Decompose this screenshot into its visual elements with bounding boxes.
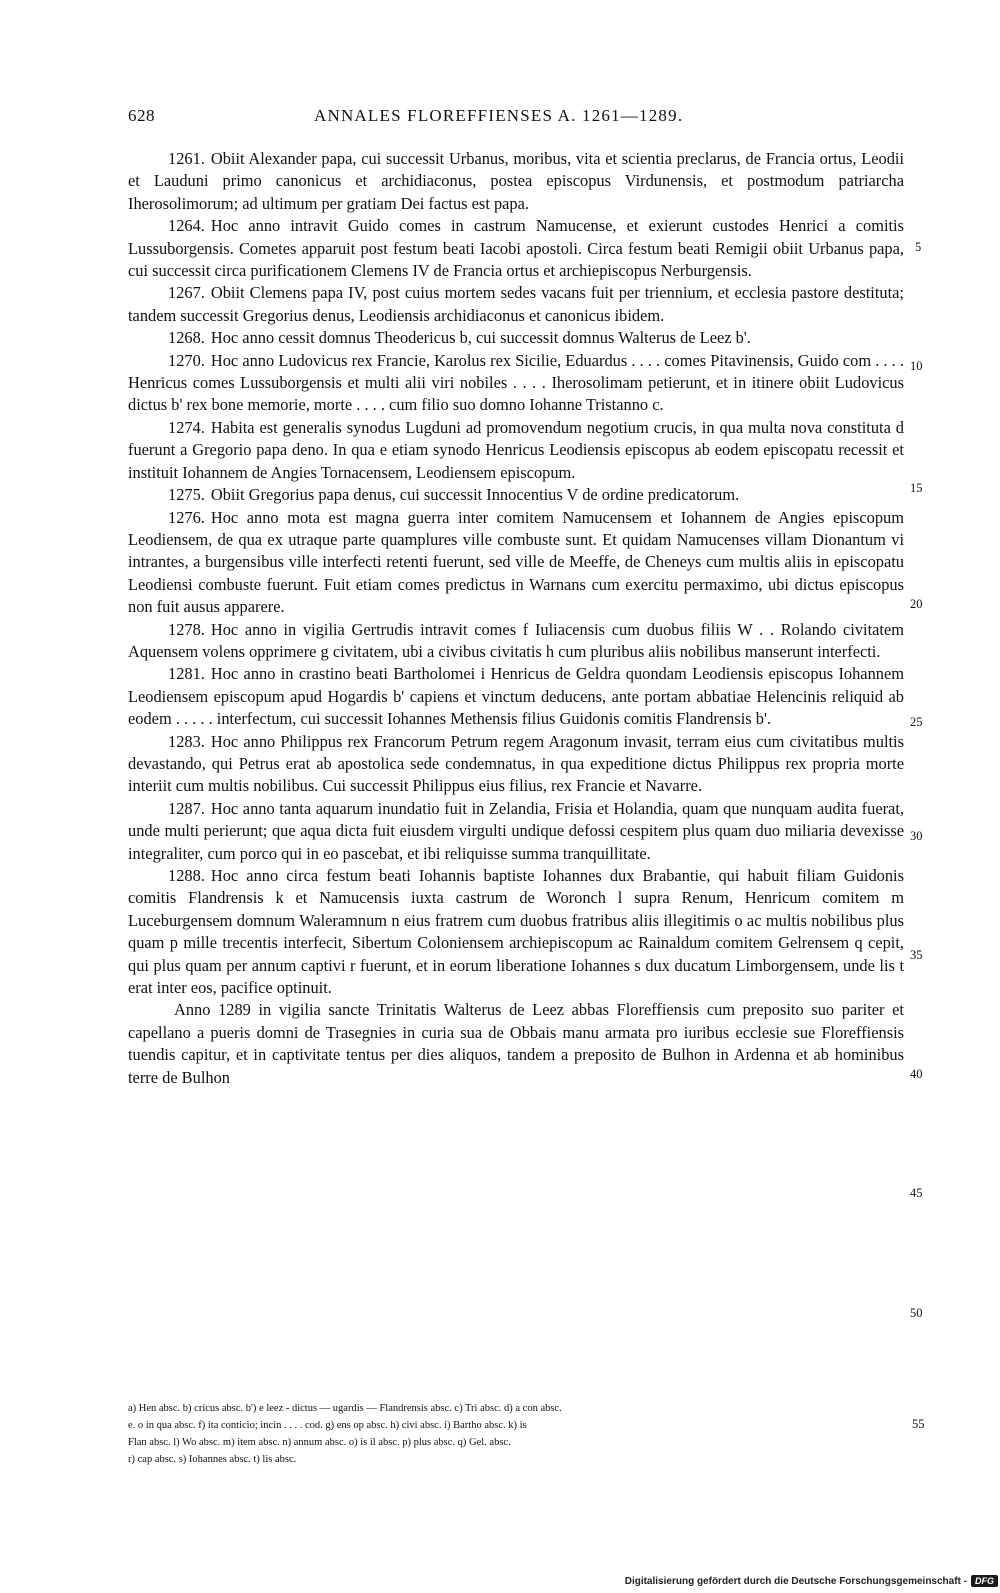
- entry-year: 1274.: [168, 417, 205, 437]
- entry-1283: [128, 731, 904, 798]
- running-head: [128, 106, 908, 130]
- funding-note: [596, 1572, 1000, 1590]
- footnotes: [128, 1400, 908, 1468]
- entry-1268: [128, 327, 904, 349]
- entry-1261: [128, 148, 904, 215]
- line-number: 35: [910, 948, 923, 962]
- line-number: 5: [915, 240, 922, 254]
- line-number: 20: [910, 597, 923, 611]
- line-number: 30: [910, 829, 923, 843]
- annals-text: [128, 148, 904, 1089]
- line-number: 55: [912, 1417, 925, 1431]
- funding-note-text: Digitalisierung gefördert durch die Deutsche Forschungsgemeinschaft -: [624, 1575, 967, 1587]
- footnote-line: r) cap absc. s) Iohannes absc. t) lis absc.: [128, 1454, 297, 1465]
- entry-year: 1288.: [168, 866, 205, 885]
- entry-year: 1276.: [168, 507, 205, 527]
- entry-text: Obiit Gregorius papa denus, cui successit Innocentius V de ordine predicatorum.: [210, 485, 740, 505]
- entry-1264: [128, 215, 904, 282]
- entry-1289: [128, 999, 904, 1089]
- entry-year: 1268.: [168, 328, 205, 348]
- entry-text: Hoc anno Ludovicus rex Francie, Karolus rex Sicilie, Eduardus . . . . comes Pitavinensis, Guido com . . . . Henricus comes Lussuborgensis et multi alii viri nobiles . . . . Iherosolimam petierunt, et in itinere obiit Ludovicus dictus b' rex bone memorie, morte . . . . cum filio suo domno Iohanne Tristanno c.: [128, 350, 904, 415]
- entry-text: Hoc anno intravit Guido comes in castrum Namucense, et exierunt custodes Henrici a comitis Lussuborgensis. Cometes apparuit post festum beati Iacobi apostoli. Circa festum beati Remigii obiit Urbanus papa, cui successit circa purificationem Clemens IV de Francia ortus et archiepiscopus Nerburgensis.: [128, 216, 904, 281]
- entry-year: 1287.: [168, 798, 205, 818]
- entry-1278: [128, 619, 904, 664]
- entry-year: 1278.: [168, 619, 205, 639]
- entry-1288: [128, 865, 904, 999]
- entry-text: Hoc anno cessit domnus Theodericus b, cui successit domnus Walterus de Leez b'.: [210, 328, 751, 348]
- entry-text: Hoc anno in vigilia Gertrudis intravit comes f Iuliacensis cum duobus filiis W . . Rolando civitatem Aquensem volens opprimere g civitatem, ubi a civibus civitatis h cum pluribus aliis nobilibus manserunt interfecti.: [128, 619, 904, 661]
- line-number: 25: [910, 715, 923, 729]
- line-number: 45: [910, 1186, 923, 1200]
- entry-text: Hoc anno circa festum beati Iohannis baptiste Iohannes dux Brabantie, qui habuit filiam Guidonis comitis Flandrensis k et Namucensis iuxta castrum de Woronch l supra Renum, Henricum comitem m Luceburgensem domnum Waleramnum n eius fratrem cum duobus fratribus aliis illegitimis o ac multis nobilibus plus quam p mille trecentis interfecit, Sibertum Coloniensem archiepiscopum ac Rainaldum comitem Gelrensem q cepit, qui plus quam per annum captivi r fuerunt, et in eorum liberatione Iohannes s dux ducatum Limborgensem, unde lis t erat inter eos, pacifice optinuit.: [128, 866, 904, 998]
- entry-1281: [128, 663, 904, 730]
- entry-1270: [128, 350, 904, 417]
- entry-year: 1267.: [168, 283, 205, 303]
- line-number: 10: [910, 359, 923, 373]
- footnote-line: e. o in qua absc. f) ita conticio; incin . . . . cod. g) ens op absc. h) civi absc. i) Bartho absc. k) is: [128, 1420, 527, 1431]
- entry-year: 1261.: [168, 149, 205, 168]
- line-number: 50: [910, 1306, 923, 1320]
- entry-1267: [128, 282, 904, 327]
- entry-year: 1281.: [168, 664, 205, 684]
- entry-1287: [128, 798, 904, 865]
- entry-year: 1264.: [168, 216, 205, 236]
- page-title: ANNALES FLOREFFIENSES A. 1261—1289.: [314, 106, 684, 125]
- entry-text: Habita est generalis synodus Lugduni ad promovendum negotium crucis, in qua multa nova constituta d fuerunt a Gregorio papa deno. In qua e etiam synodo Henricus Leodiensis episcopus ab eodem episcopatu recessit et instituit Iohannem de Angies Tornacensem, Leodiensem episcopum.: [128, 417, 904, 482]
- entry-text: Hoc anno in crastino beati Bartholomei i Henricus de Geldra quondam Leodiensis episcopus Iohannem Leodiensem episcopum apud Hogardis b' capiens et vinctum deducens, ante portam abbatiae Helencinis reliquid ab eodem . . . . . interfectum, cui successit Iohannes Methensis filius Guidonis comitis Flandrensis b'.: [128, 664, 904, 729]
- entry-year: 1283.: [168, 731, 205, 751]
- entry-text: Hoc anno Philippus rex Francorum Petrum regem Aragonum invasit, terram eius cum civitatibus multis devastando, qui Petrus erat ab apostolica sede condemnatus, in qua expeditione dictus Philippus rex propria morte interiit cum multis nobilibus. Cui successit Philippus eius filius, rex Francie et Navarre.: [128, 731, 904, 796]
- footnote-line: Flan absc. l) Wo absc. m) item absc. n) annum absc. o) is il absc. p) plus absc. q) Gel. absc.: [128, 1437, 511, 1448]
- entry-text: Obiit Alexander papa, cui successit Urbanus, moribus, vita et scientia preclarus, de Francia ortus, Leodii et Lauduni primo canonicus et archidiaconus, postea episcopus Virdunensis, et postmodum patriarcha Iherosolimorum; ad ultimum per gratiam Dei factus est papa.: [128, 149, 904, 213]
- dfg-logo: DFG: [971, 1575, 998, 1587]
- entry-year: 1270.: [168, 350, 205, 370]
- entry-text: Hoc anno mota est magna guerra inter comitem Namucensem et Iohannem de Angies episcopum Leodiensem, de qua ex utraque parte quamplures ville combuste sunt. Et quidam Namucenses villam Dionantum vi intrantes, a burgensibus ville interfecti retenti fuerunt, sed ville de Meeffe, de Cheneys cum multis aliis in episcopatu Leodiensi combuste fuerunt. Fuit etiam comes predictus in Warnans cum exercitu permaximo, ubi dictus episcopus non fuit ausus apparere.: [128, 507, 904, 617]
- entry-1276: [128, 507, 904, 619]
- entry-year: 1275.: [168, 485, 205, 505]
- entry-text: Obiit Clemens papa IV, post cuius mortem sedes vacans fuit per triennium, et ecclesia pastore destituta; tandem successit Gregorius denus, Leodiensis archidiaconus et canonicus ibidem.: [128, 283, 904, 325]
- entry-text: Hoc anno tanta aquarum inundatio fuit in Zelandia, Frisia et Holandia, quam que nunquam audita fuerat, unde multi perierunt; que aqua dicta fuit eiusdem virgulti undique defossi cespitem plus quam duo miliaria devexisse integraliter, cum porco qui in eo pascebat, et ibi reliquisse summa tranquillitate.: [128, 798, 904, 863]
- footnote-line: a) Hen absc. b) cricus absc. b') e leez - dictus — ugardis — Flandrensis absc. c) Tri absc. d) a con absc.: [128, 1403, 562, 1414]
- line-number: 15: [910, 481, 923, 495]
- entry-1274: [128, 417, 904, 484]
- entry-1275: [128, 484, 904, 506]
- entry-text: Anno 1289 in vigilia sancte Trinitatis Walterus de Leez abbas Floreffiensis cum preposito suo pariter et capellano a pueris domni de Trasegnies in curia sua de Obbais manu armata pro iuribus ecclesie sue Floreffiensis tuendis capitur, et in captivitate tentus per dies aliquos, tandem a preposito de Bulhon in Ardenna et ab hominibus terre de Bulhon: [128, 1000, 904, 1087]
- line-number: 40: [910, 1067, 923, 1081]
- page-number: 628: [128, 106, 155, 125]
